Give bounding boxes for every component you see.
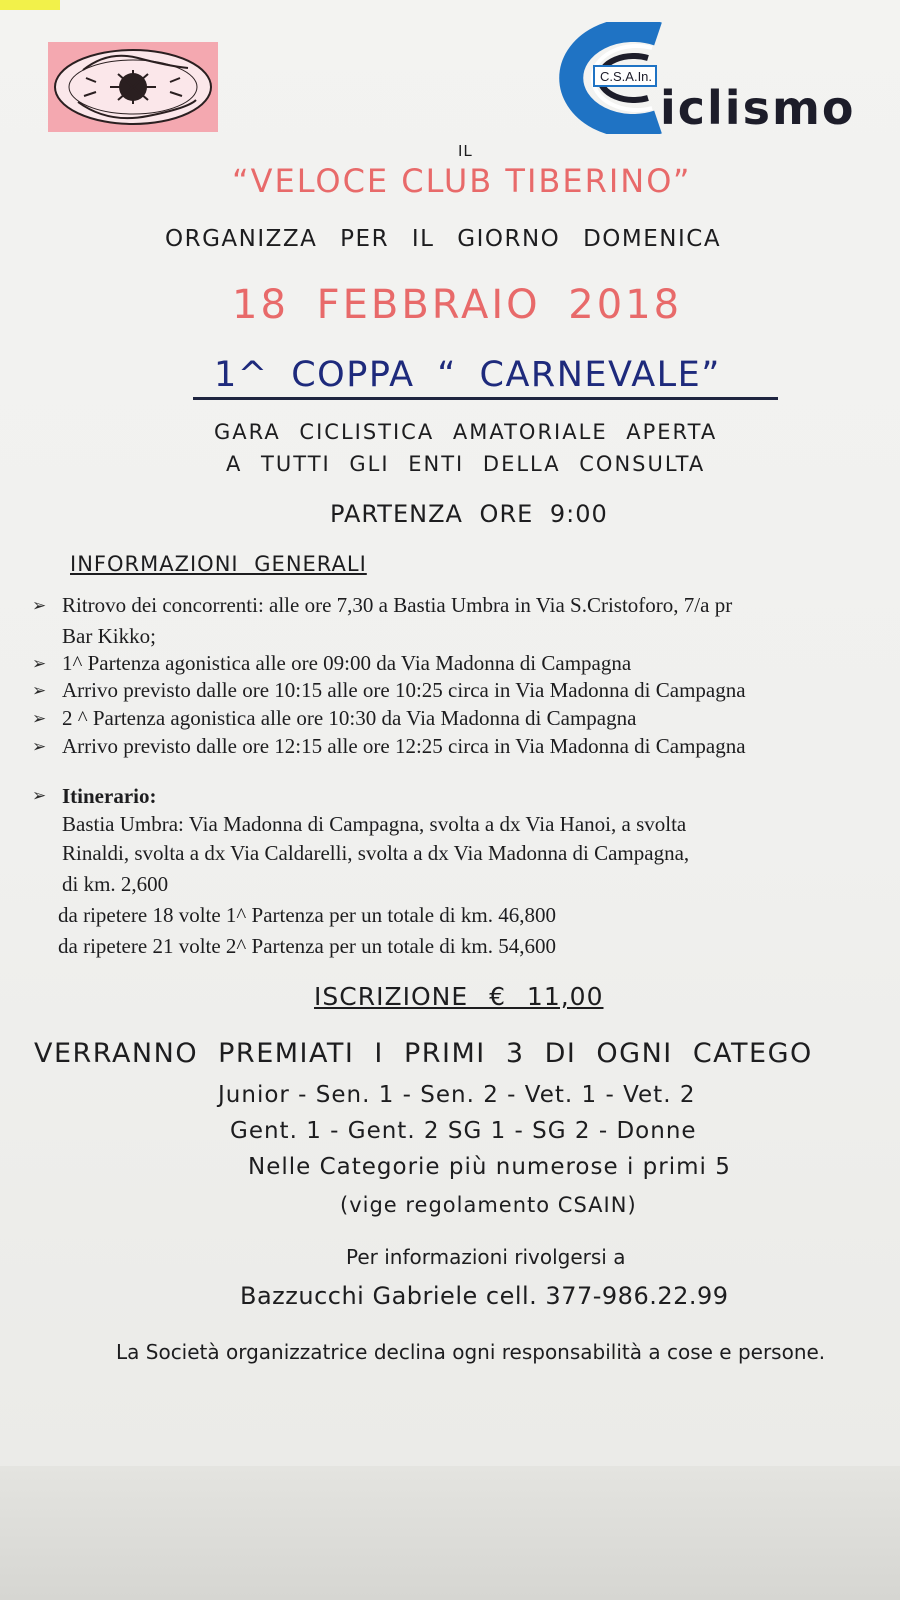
race-description-line-1: GARA CICLISTICA AMATORIALE APERTA <box>214 420 718 444</box>
arrow-bullet-icon: ➢ <box>32 786 47 806</box>
itinerary-repeat-line: da ripetere 21 volte 2^ Partenza per un totale di km. 54,600 <box>58 934 556 958</box>
tape-strip <box>0 0 60 10</box>
veloce-club-logo <box>48 42 218 132</box>
itinerary-label: Itinerario: <box>62 784 157 808</box>
intro-il: IL <box>458 142 473 160</box>
race-description-line-2: A TUTTI GLI ENTI DELLA CONSULTA <box>226 452 706 476</box>
arrow-bullet-icon: ➢ <box>32 709 47 729</box>
info-item-meeting-cont: Bar Kikko; <box>62 624 156 648</box>
csain-ciclismo-logo <box>548 22 900 134</box>
info-item-arrival-2: Arrivo previsto dalle ore 12:15 alle ore 12:25 circa in Via Madonna di Campagna <box>62 734 746 758</box>
liability-disclaimer: La Società organizzatrice declina ogni responsabilità a cose e persone. <box>116 1340 826 1364</box>
contact-phone: Bazzucchi Gabriele cell. 377-986.22.99 <box>240 1282 729 1310</box>
categories-note: Nelle Categorie più numerose i primi 5 <box>248 1154 731 1180</box>
start-time: PARTENZA ORE 9:00 <box>330 500 608 528</box>
arrow-bullet-icon: ➢ <box>32 737 47 757</box>
floor-surface <box>0 1466 900 1600</box>
svg-text:iclismo: iclismo <box>660 81 856 134</box>
arrow-bullet-icon: ➢ <box>32 654 47 674</box>
info-item-arrival-1: Arrivo previsto dalle ore 10:15 alle ore 10:25 circa in Via Madonna di Campagna <box>62 678 746 702</box>
event-name: 1^ COPPA “ CARNEVALE” <box>214 355 721 395</box>
event-name-underline <box>193 397 778 400</box>
itinerary-repeat-line: da ripetere 18 volte 1^ Partenza per un totale di km. 46,800 <box>58 903 556 927</box>
svg-text:C.S.A.In.: C.S.A.In. <box>600 69 653 84</box>
itinerary-line: Rinaldi, svolta a dx Via Caldarelli, svolta a dx Via Madonna di Campagna, <box>62 841 690 865</box>
club-title: “VELOCE CLUB TIBERINO” <box>232 162 692 200</box>
info-item-start-2: 2 ^ Partenza agonistica alle ore 10:30 da Via Madonna di Campagna <box>62 706 637 730</box>
categories-line: Gent. 1 - Gent. 2 SG 1 - SG 2 - Donne <box>230 1118 697 1144</box>
registration-fee: ISCRIZIONE € 11,00 <box>314 982 604 1011</box>
organizza-line: ORGANIZZA PER IL GIORNO DOMENICA <box>165 226 722 252</box>
categories-line: Junior - Sen. 1 - Sen. 2 - Vet. 1 - Vet. 2 <box>218 1082 696 1108</box>
event-date: 18 FEBBRAIO 2018 <box>232 282 683 328</box>
info-item-meeting: Ritrovo dei concorrenti: alle ore 7,30 a Bastia Umbra in Via S.Cristoforo, 7/a pr <box>62 593 733 617</box>
awards-heading: VERRANNO PREMIATI I PRIMI 3 DI OGNI CATEGO <box>34 1038 813 1069</box>
arrow-bullet-icon: ➢ <box>32 681 47 701</box>
arrow-bullet-icon: ➢ <box>32 596 47 616</box>
itinerary-line: di km. 2,600 <box>62 872 169 896</box>
regulation-note: (vige regolamento CSAIN) <box>340 1193 637 1217</box>
contact-intro: Per informazioni rivolgersi a <box>346 1245 626 1269</box>
info-item-start-1: 1^ Partenza agonistica alle ore 09:00 da Via Madonna di Campagna <box>62 651 632 675</box>
general-info-heading: INFORMAZIONI GENERALI <box>70 552 367 576</box>
itinerary-line: Bastia Umbra: Via Madonna di Campagna, svolta a dx Via Hanoi, a svolta <box>62 812 687 836</box>
